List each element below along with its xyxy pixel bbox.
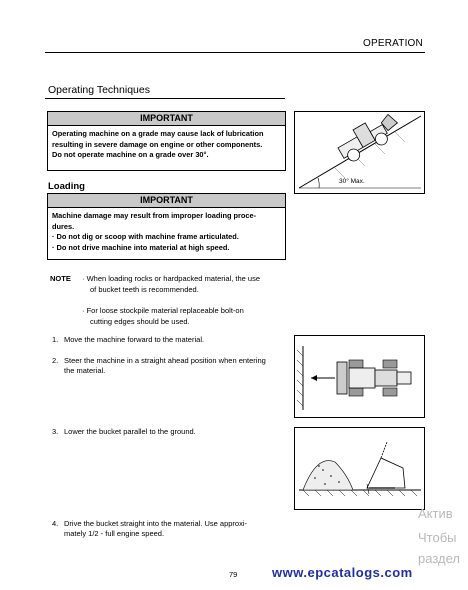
note-text-line: cutting edges should be used. <box>90 316 190 326</box>
step-item <box>52 356 292 380</box>
step-item <box>52 519 292 543</box>
important-text-line: Do not operate machine on a grade over 30°. <box>52 150 209 159</box>
angle-label: 30° Max. <box>339 178 365 185</box>
header-rule <box>45 52 425 53</box>
note-text-line: of bucket teeth is recommended. <box>90 284 199 294</box>
loading-heading: Loading <box>48 181 85 192</box>
step-number: 3. <box>52 427 59 436</box>
note-label: NOTE <box>50 274 71 283</box>
step-text: Lower the bucket parallel to the ground. <box>64 427 196 436</box>
important-text-line: dures. <box>52 221 75 231</box>
activation-overlay-line: Актив <box>418 506 453 521</box>
section-rule <box>45 98 285 99</box>
loader-icon <box>334 112 403 165</box>
note-item-1 <box>82 274 260 295</box>
important-text-line: Operating machine on a grade may cause lack of lubrication <box>52 129 264 138</box>
important-heading: IMPORTANT <box>48 112 285 126</box>
important-bullet: · Do not drive machine into material at high speed. <box>52 242 230 252</box>
step-text: Steer the machine in a straight ahead position when entering <box>64 356 266 365</box>
important-box-grade <box>47 111 286 171</box>
important-heading: IMPORTANT <box>48 194 285 208</box>
important-text-line: Machine damage may result from improper loading proce- <box>52 211 257 220</box>
important-box-loading <box>47 193 286 260</box>
step-number: 1. <box>52 335 59 344</box>
top-view-illustration <box>295 336 424 417</box>
header-section-label: OPERATION <box>363 38 423 49</box>
note-text-line: · For loose stockpile material replaceable bolt-on <box>82 306 244 315</box>
important-text-line: resulting in severe damage on engine or other components. <box>52 139 263 149</box>
figure-grade-limit <box>294 111 425 194</box>
activation-overlay-line: Чтобы <box>418 530 457 545</box>
step-text: the material. <box>64 366 106 375</box>
page-number: 79 <box>229 570 238 579</box>
step-text: mately 1/2 - full engine speed. <box>64 529 165 538</box>
step-number: 4. <box>52 519 59 528</box>
note-text-line: · When loading rocks or hardpacked material, the use <box>82 274 261 283</box>
note-item-2 <box>82 306 244 327</box>
step-text: Drive the bucket straight into the material. Use approxi- <box>64 519 247 528</box>
step-number: 2. <box>52 356 59 365</box>
loader-top-icon <box>337 360 411 396</box>
step-item <box>52 427 292 439</box>
figure-bucket-lowered <box>294 427 425 510</box>
step-item <box>52 335 292 347</box>
figure-straight-approach <box>294 335 425 418</box>
important-bullet: · Do not dig or scoop with machine frame articulated. <box>52 232 239 241</box>
bucket-illustration <box>295 428 424 509</box>
step-text: Move the machine forward to the material. <box>64 335 205 344</box>
section-title: Operating Techniques <box>48 84 150 96</box>
activation-overlay-line: раздел <box>418 551 460 566</box>
watermark: www.epcatalogs.com <box>272 565 413 580</box>
